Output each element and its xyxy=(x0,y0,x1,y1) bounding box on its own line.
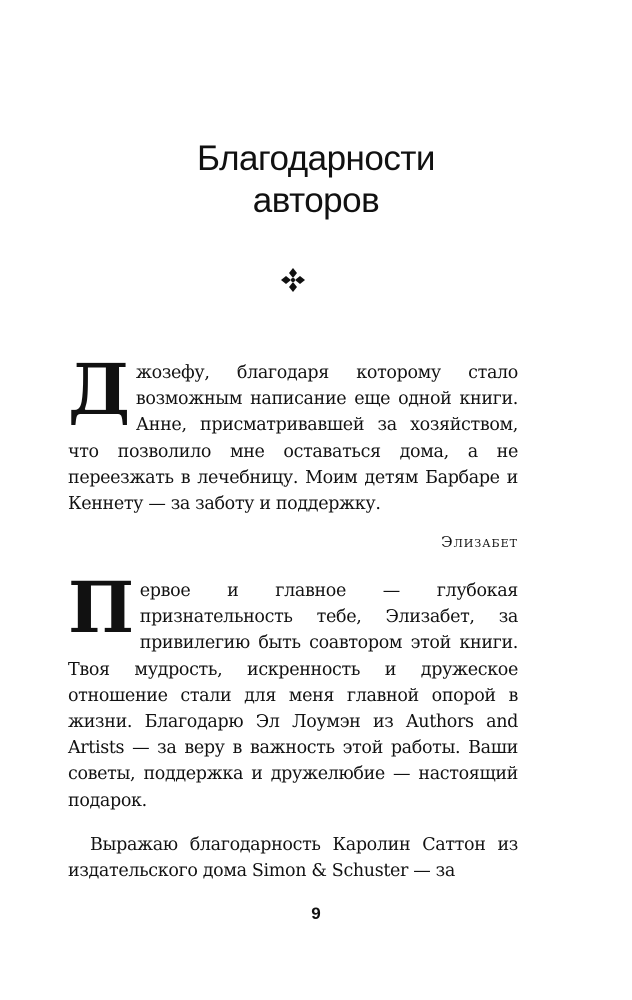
dropcap-letter: Д xyxy=(68,348,130,431)
paragraph-text: ервое и главное — глубокая признательность тебе, Элизабет, за привилегию быть соавтором этой книги. Твоя мудрость, искренность и дружеское отношение стали для меня главной опорой в жизни. Благодарю Эл Лоумэн из Authors and Artists — за веру в важность этой работы. Ваши советы, поддержка и дружелюбие — настоящий подарок. xyxy=(68,581,518,811)
chapter-title-line-1: Благодарности xyxy=(197,139,435,178)
acknowledgement-paragraph-2 xyxy=(68,566,518,814)
paragraph-text: жозефу, благодаря которому стало возможным написание еще одной книги. Анне, присматривавшей за хозяйством, что позволило мне оставаться дома, а не переезжать в лечебницу. Моим детям Барбаре и Кеннету — за заботу и поддержку. xyxy=(68,363,518,515)
author-signature: Элизабет xyxy=(441,533,518,551)
acknowledgement-paragraph-3: Выражаю благодарность Каролин Саттон из издательского дома Simon & Schuster — за xyxy=(68,835,518,882)
page-number: 9 xyxy=(311,904,321,923)
acknowledgement-paragraph-1 xyxy=(68,348,518,517)
dropcap-letter: П xyxy=(68,566,134,649)
chapter-title-line-2: авторов xyxy=(252,181,380,220)
chapter-title xyxy=(0,138,632,222)
fleuron-ornament-icon xyxy=(279,266,307,294)
